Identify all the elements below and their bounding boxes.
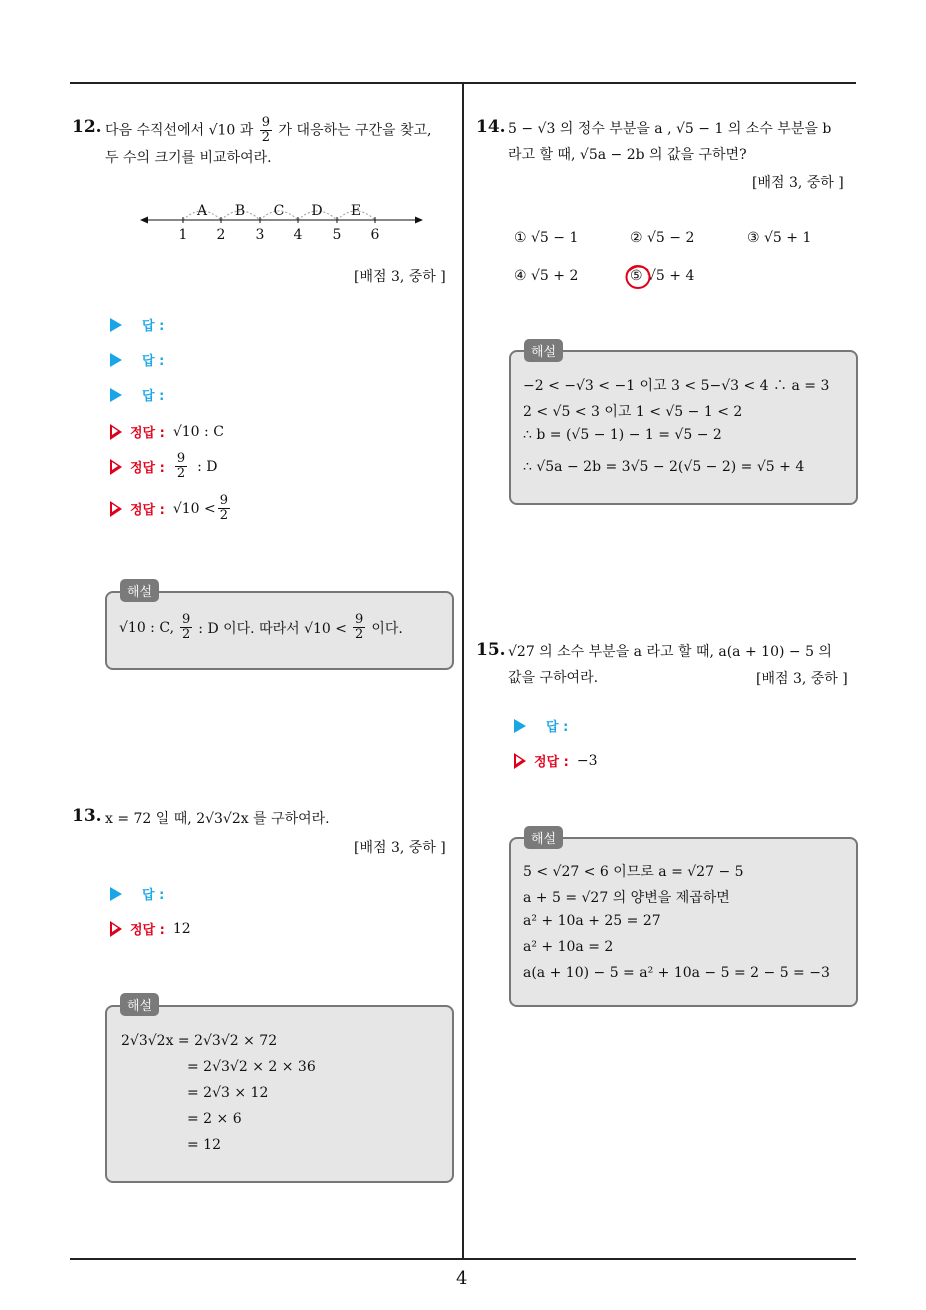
q14-choice-2[interactable]: ② √5 − 2 [630,230,695,246]
q12-line2: 두 수의 크기를 비교하여라. [105,150,272,166]
q15-explanation-box [509,837,858,1007]
q13-answer[interactable]: 답 : [110,884,164,903]
q15-explain-line-2: a + 5 = √27 의 양변을 제곱하면 [523,890,730,906]
numberline-label-b: B [234,203,246,219]
q14-explanation-tag: 해설 [524,339,563,362]
blue-arrow-icon [110,318,122,332]
q12-correct2-fraction: $\frac{9}{2}$ [176,451,186,481]
q14-line1: 5 − √3 의 정수 부분을 a , √5 − 1 의 소수 부분을 b [508,121,832,137]
q12-score: [배점 3, 중하 ] [354,269,446,285]
q14-text [508,116,858,168]
q12-answer-2[interactable]: 답 : [110,350,164,369]
red-arrow-icon [110,459,122,475]
q12-number: 12. [72,117,102,137]
q12-correct-3: 정답 : √10 < $\frac{9}{2}$ [110,494,232,523]
q12-correct-1: 정답 : √10 : C [110,422,224,441]
q13-explain-line-5: = 12 [187,1137,221,1153]
numberline-label-a: A [196,203,208,219]
q14-number: 14. [476,117,506,137]
q13-explain-line-2: = 2√3√2 × 2 × 36 [187,1059,316,1075]
q13-explanation-box [105,1005,454,1183]
q12-text [105,116,455,171]
numberline-label-c: C [273,203,285,219]
red-arrow-icon [110,921,122,937]
q13-correct-text: 12 [172,920,191,937]
blue-arrow-icon [110,353,122,367]
q12-correct3-text: √10 < [172,500,216,517]
q14-choice-4[interactable]: ④ √5 + 2 [514,268,579,284]
q12-correct3-fraction: $\frac{9}{2}$ [219,493,229,523]
q15-explain-line-5: a(a + 10) − 5 = a² + 10a − 5 = 2 − 5 = −3 [523,965,830,981]
q14-choice-1[interactable]: ① √5 − 1 [514,230,579,246]
q14-line2: 라고 할 때, √5a − 2b 의 값을 구하면? [508,147,747,163]
red-arrow-icon [110,424,122,440]
numberline-tick-4: 4 [293,227,303,243]
q14-explain-line-4: ∴ √5a − 2b = 3√5 − 2(√5 − 2) = √5 + 4 [523,459,805,475]
q14-explanation-box [509,350,858,505]
q12-answer-1[interactable]: 답 : [110,315,164,334]
q15-explain-line-4: a² + 10a = 2 [523,939,614,955]
q12-explanation-box [105,591,454,670]
q15-correct: 정답 : −3 [514,751,597,770]
q14-explain-line-2: 2 < √5 < 3 이고 1 < √5 − 1 < 2 [523,404,743,420]
blue-arrow-icon [110,388,122,402]
q12-number-line [140,198,425,246]
q12-correct-2: 정답 : $\frac{9}{2}$ : D [110,452,218,481]
q15-score: [배점 3, 중하 ] [756,671,848,687]
column-divider [462,83,464,1259]
q13-explain-line-4: = 2 × 6 [187,1111,242,1127]
page-number: 4 [456,1268,468,1289]
numberline-tick-5: 5 [332,227,342,243]
bottom-rule [70,1258,856,1260]
q12-correct1-text: √10 : C [172,423,224,440]
numberline-tick-1: 1 [178,227,188,243]
numberline-label-d: D [311,203,323,219]
red-arrow-icon [110,501,122,517]
q14-choice-5[interactable]: ⑤ √5 + 4 [630,268,695,284]
q12-explanation-tag: 해설 [120,579,159,602]
q13-explain-line-1: 2√3√2x = 2√3√2 × 72 [121,1033,278,1049]
q15-line1: √27 의 소수 부분을 a 라고 할 때, a(a + 10) − 5 의 [508,644,832,660]
q14-choice-3[interactable]: ③ √5 + 1 [747,230,812,246]
q15-number: 15. [476,640,506,660]
q12-answer-3[interactable]: 답 : [110,385,164,404]
numberline-label-e: E [350,203,362,219]
q15-explanation-tag: 해설 [524,826,563,849]
numberline-tick-3: 3 [255,227,265,243]
q14-score: [배점 3, 중하 ] [752,175,844,191]
q13-score: [배점 3, 중하 ] [354,840,446,856]
q12-explanation-line: √10 : C, $\frac{9}{2}$ : D 이다. 따라서 √10 < $\frac{9}{2}$ 이다. [119,612,403,642]
q12-line1-pre: 다음 수직선에서 √10 과 [105,122,254,139]
red-arrow-icon [514,753,526,769]
q15-answer[interactable]: 답 : [514,716,568,735]
blue-arrow-icon [514,719,526,733]
q15-explain-line-1: 5 < √27 < 6 이므로 a = √27 − 5 [523,864,744,880]
q13-explain-line-3: = 2√3 × 12 [187,1085,269,1101]
q13-text: x = 72 일 때, 2√3√2x 를 구하여라. [105,811,330,827]
q14-explain-line-1: −2 < −√3 < −1 이고 3 < 5−√3 < 4 ∴ a = 3 [523,378,830,394]
q12-fraction: $\frac{9}{2}$ [261,115,271,145]
q13-correct: 정답 : 12 [110,919,191,938]
q12-correct2-text: : D [197,458,218,475]
q15-correct-text: −3 [576,752,598,769]
answer-circle-mark-icon [624,262,654,292]
numberline-tick-2: 2 [216,227,226,243]
q15-explain-line-3: a² + 10a + 25 = 27 [523,913,661,929]
numberline-tick-6: 6 [370,227,380,243]
q14-explain-line-3: ∴ b = (√5 − 1) − 1 = √5 − 2 [523,427,722,443]
q12-line1-post: 가 대응하는 구간을 찾고, [278,122,432,139]
blue-arrow-icon [110,887,122,901]
q13-explanation-tag: 해설 [120,993,159,1016]
q13-number: 13. [72,806,102,826]
q15-line2: 값을 구하여라. [508,670,599,686]
